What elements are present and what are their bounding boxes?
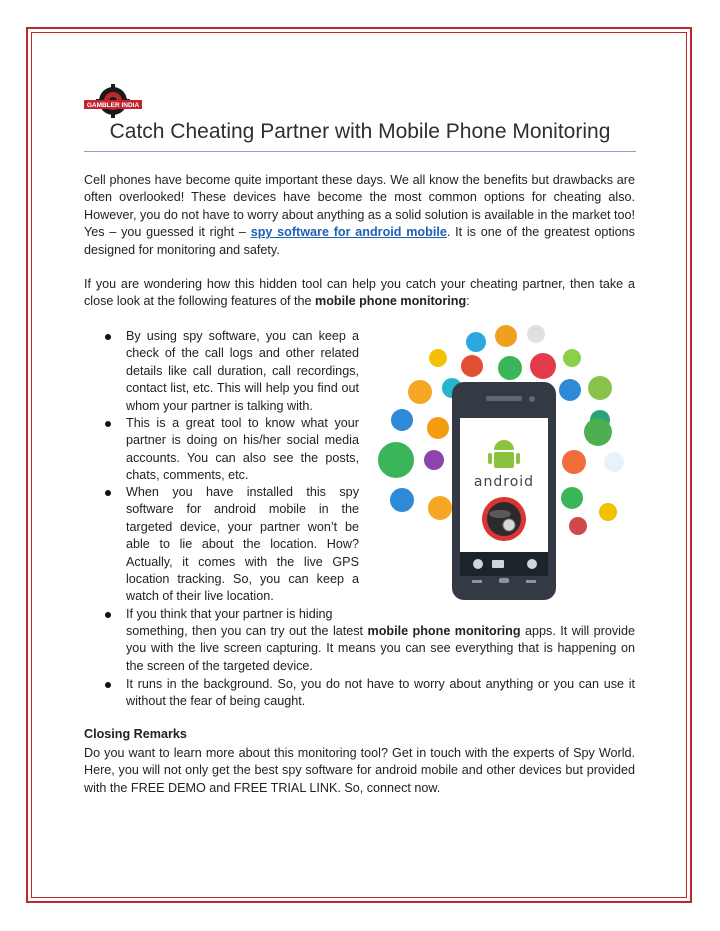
bullet-dot [105,421,111,427]
bullet-screen-capture: something, then you can try out the latest mobile phone monitoring apps. It will provide you with the live screen capturing. It means you can see everything that is happening on the screen of the targeted device. [126,624,635,673]
title-divider [84,151,636,152]
svg-text:android: android [473,474,535,490]
bullet-dot [105,490,111,496]
bullet-background: It runs in the background. So, you do not have to worry about anything or you can use it without the fear of being caught. [126,677,635,709]
gambler-india-logo [84,84,142,122]
bullet-dot [105,612,111,618]
closing-paragraph: Do you want to learn more about this monitoring tool? Get in touch with the experts of Spy World. Here, you will not only get the best spy software for android mobile and other devices but provided with the FREE DEMO and FREE TRIAL LINK. So, connect now. [84,746,635,795]
page-title: Catch Cheating Partner with Mobile Phone Monitoring [109,120,611,143]
closing-heading: Closing Remarks [84,727,187,741]
svg-text:GAMBLER INDIA: GAMBLER INDIA [86,102,140,109]
bullet-gps: When you have installed this spy software for android mobile in the targeted device, your partner won’t be able to lie about the location. How? Actually, it comes with the live GPS location tracking. So, you can keep a watch of their live location. [126,485,359,604]
bullet-call-logs: By using spy software, you can keep a check of the call logs and other related details like call duration, call recordings, contact list, etc. This will help you find out whom your partner is talking with. [126,329,359,413]
bullet-dot [105,682,111,688]
bullet-screen-capture-start: If you think that your partner is hiding [126,607,333,621]
bullet-dot [105,334,111,340]
features-lead-paragraph: If you are wondering how this hidden tool can help you catch your cheating partner, then take a close look at the following features of the mobile phone monitoring: [84,277,635,309]
smartphone-with-app-icons [372,322,644,602]
spy-software-link[interactable]: spy software for android mobile [250,225,447,240]
bullet-social-media: This is a great tool to know what your partner is doing on his/her social media accounts. You can also see the posts, chats, comments, etc. [126,416,359,483]
intro-paragraph: Cell phones have become quite important these days. We all know the benefits but drawbacks are often overlooked! These devices have become the most common options for cheating also. However, you do not have to worry about anything as a solid solution is available in the market too! Yes – you guessed it right – spy software for android mobile. It is one of the greatest options designed for monitoring and safety. [84,173,635,257]
